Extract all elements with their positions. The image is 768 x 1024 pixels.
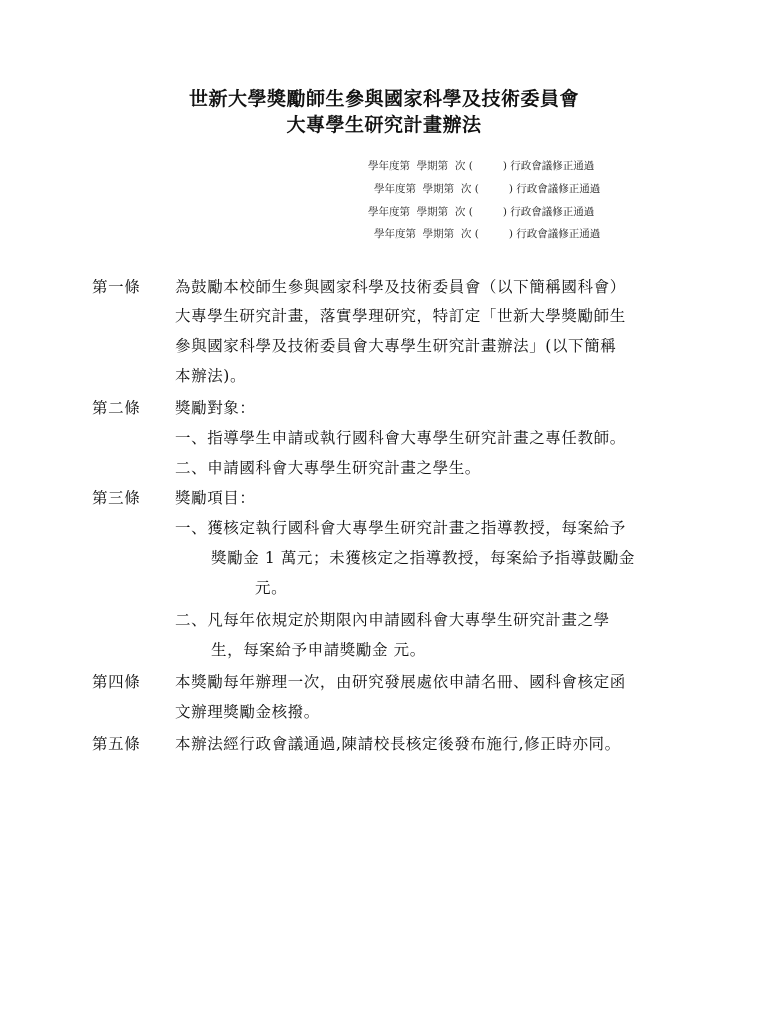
article-text-line: 獎勵對象： (175, 399, 256, 417)
article-text-line: 一、獲核定執行國科會大專學生研究計畫之指導教授，每案給予 (175, 519, 626, 537)
article-text-line: 文辦理獎勵金核撥。 (175, 703, 320, 721)
amendment-record: 學年度第 學期第 次 ( ) 行政會議修正通過 (374, 228, 601, 240)
amendment-record: 學年度第 學期第 次 ( ) 行政會議修正通過 (368, 206, 595, 218)
article-label: 第三條 (92, 489, 141, 507)
article-text-line: 本辦法經行政會議通過,陳請校長核定後發布施行,修正時亦同。 (175, 735, 621, 753)
article-text-line: 元。 (255, 579, 288, 597)
document-title: 世新大學獎勵師生參與國家科學及技術委員會 (188, 88, 579, 110)
article-label: 第二條 (92, 399, 141, 417)
article-text-line: 生，每案給予申請獎勵金 元。 (211, 641, 426, 659)
article-text-line: 獎勵金 1 萬元；未獲核定之指導教授，每案給予指導鼓勵金 (211, 549, 636, 567)
article-label: 第一條 (92, 278, 141, 296)
article-text-line: 二、凡每年依規定於期限內申請國科會大專學生研究計畫之學 (175, 611, 610, 629)
amendment-record: 學年度第 學期第 次 ( ) 行政會議修正通過 (374, 183, 601, 195)
document-subtitle: 大專學生研究計畫辦法 (286, 114, 482, 136)
article-text-line: 為鼓勵本校師生參與國家科學及技術委員會（以下簡稱國科會） (175, 278, 626, 296)
article-text-line: 獎勵項目： (175, 489, 256, 507)
article-text-line: 參與國家科學及技術委員會大專學生研究計畫辦法」(以下簡稱 (175, 337, 617, 355)
article-text-line: 本獎勵每年辦理一次，由研究發展處依申請名冊、國科會核定函 (175, 673, 626, 691)
article-label: 第四條 (92, 673, 141, 691)
article-label: 第五條 (92, 735, 141, 753)
article-text-line: 大專學生研究計畫，落實學理研究，特訂定「世新大學獎勵師生 (175, 307, 626, 325)
amendment-record: 學年度第 學期第 次 ( ) 行政會議修正通過 (368, 160, 595, 172)
article-text-line: 二、申請國科會大專學生研究計畫之學生。 (175, 459, 481, 477)
article-text-line: 一、指導學生申請或執行國科會大專學生研究計畫之專任教師。 (175, 429, 626, 447)
article-text-line: 本辦法)。 (175, 367, 247, 385)
